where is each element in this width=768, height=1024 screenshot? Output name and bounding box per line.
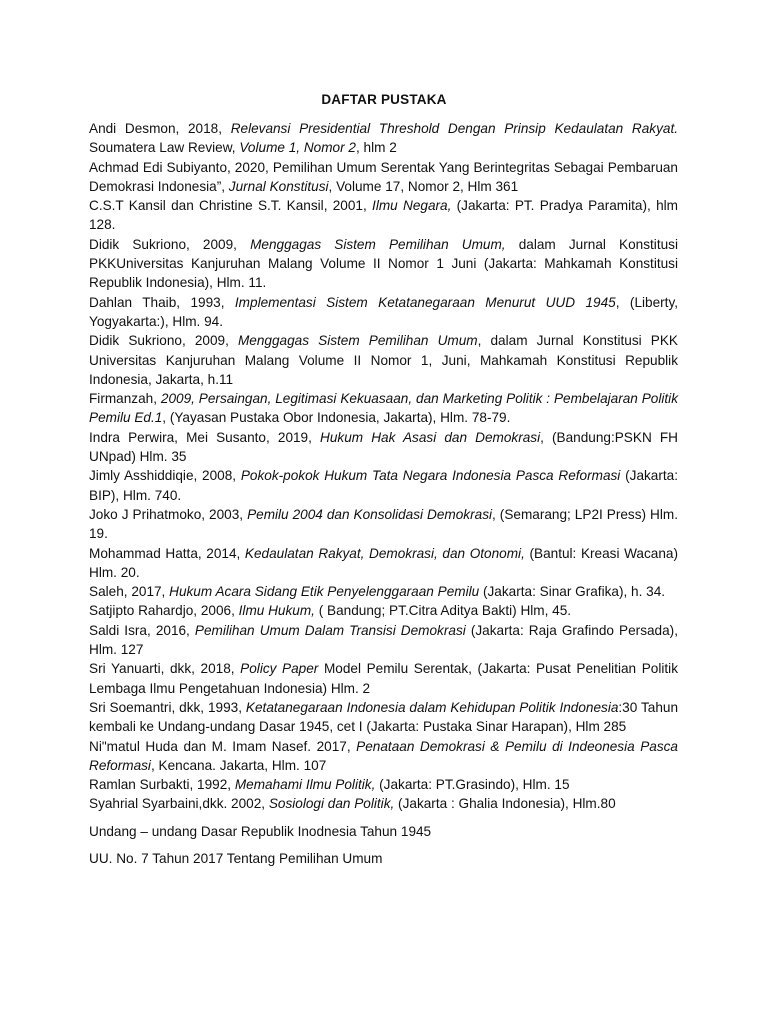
reference-text: Andi Desmon, 2018, <box>89 121 231 136</box>
reference-entry <box>89 544 678 583</box>
reference-entry <box>89 466 678 505</box>
reference-text: (Jakarta: Raja Grafindo Persada), Hlm. 127 <box>89 622 678 658</box>
reference-italic-title: Policy Paper <box>240 661 319 677</box>
reference-text: Joko J Prihatmoko, 2003, <box>89 506 248 522</box>
reference-italic-title: Penataan Demokrasi & Pemilu di Indeonesia Pasca Reformasi <box>89 738 678 773</box>
reference-italic-title: Hukum Hak Asasi dan Demokrasi <box>320 429 541 445</box>
reference-italic-title: Relevansi Presidential Threshold Dengan Prinsip Kedaulatan Rakyat. <box>230 121 679 136</box>
reference-text: , dalam Jurnal Konstitusi PKK Universitas Kanjuruhan Malang Volume II Nomor 1, Juni, Mahkamah Konstitusi Republik Indonesia, Jakarta, h.11 <box>89 333 678 387</box>
reference-text: Syahrial Syarbaini,dkk. 2002, <box>89 796 269 812</box>
reference-text: , Volume 17, Nomor 2, Hlm 361 <box>328 178 519 194</box>
reference-entry <box>89 698 678 737</box>
reference-entry <box>89 737 678 776</box>
reference-italic-title: Hukum Acara Sidang Etik Penyelenggaraan Pemilu <box>169 584 480 600</box>
reference-text: Saleh, 2017, <box>89 584 170 600</box>
reference-text: Sri Soemantri, dkk, 1993, <box>89 699 246 715</box>
reference-italic-title: Menggagas Sistem Pemilihan Umum <box>237 333 478 349</box>
reference-text: , (Liberty, Yogyakarta:), Hlm. 94. <box>89 294 679 329</box>
reference-text: , (Semarang; LP2I Press) Hlm. 19. <box>89 506 678 542</box>
reference-italic-title: Sosiologi dan Politik, <box>268 796 395 812</box>
reference-italic-title: Pemilu 2004 dan Konsolidasi Demokrasi <box>247 506 493 522</box>
reference-entry <box>89 505 678 544</box>
reference-entry <box>89 331 678 389</box>
reference-text: (Jakarta: PT. Pradya Paramita), hlm 128. <box>89 198 678 233</box>
reference-text: (Bantul: Kreasi Wacana) Hlm. 20. <box>89 545 678 580</box>
reference-italic-title: Kedaulatan Rakyat, Demokrasi, dan Otonomi, <box>244 545 525 561</box>
reference-text: Satjipto Rahardjo, 2006, <box>89 603 239 619</box>
reference-entry <box>89 621 678 660</box>
reference-text: dalam Jurnal Konstitusi PKKUniversitas Kanjuruhan Malang Volume II Nomor 1 Juni (Jakarta: Mahkamah Konstitusi Republik Indonesia), Hlm. 11. <box>89 236 678 291</box>
reference-text: , (Bandung:PSKN FH UNpad) Hlm. 35 <box>89 429 678 465</box>
reference-italic-title: Ilmu Negara, <box>372 198 452 214</box>
reference-entry <box>89 582 678 601</box>
reference-entry <box>89 158 678 197</box>
reference-italic-title: Ketatanegaraan Indonesia dalam Kehidupan Politik Indonesia <box>245 699 619 715</box>
reference-entry <box>89 601 678 620</box>
reference-text: Dahlan Thaib, 1993, <box>89 294 235 310</box>
reference-text: Ni"matul Huda dan M. Imam Nasef. 2017, <box>89 738 357 754</box>
reference-italic-title: Menggagas Sistem Pemilihan Umum, <box>250 236 506 252</box>
reference-text: , (Yayasan Pustaka Obor Indonesia, Jakarta), Hlm. 78-79. <box>162 410 511 426</box>
reference-italic-title: Implementasi Sistem Ketatanegaraan Menurut UUD 1945 <box>234 294 616 310</box>
reference-text: (Jakarta: PT.Grasindo), Hlm. 15 <box>375 777 570 793</box>
reference-entry <box>89 196 678 235</box>
reference-italic-title: Volume 1, Nomor 2 <box>239 140 356 156</box>
reference-text: Didik Sukriono, 2009, <box>89 333 238 349</box>
reference-text: (Jakarta: Sinar Grafika), h. 34. <box>479 584 666 600</box>
reference-entry <box>89 119 678 158</box>
reference-text: , hlm 2 <box>355 140 397 156</box>
reference-list <box>89 119 678 868</box>
reference-italic-title: Pemilihan Umum Dalam Transisi Demokrasi <box>194 622 466 638</box>
reference-text: Soumatera Law Review, <box>89 140 240 156</box>
law-reference: UU. No. 7 Tahun 2017 Tentang Pemilihan Umum <box>89 850 383 866</box>
reference-text: Model Pemilu Serentak, (Jakarta: Pusat Penelitian Politik Lembaga Ilmu Pengetahuan Indonesia) Hlm. 2 <box>89 661 678 696</box>
reference-entry <box>89 428 678 467</box>
reference-text: Saldi Isra, 2016, <box>89 622 195 638</box>
reference-italic-title: Memahami Ilmu Politik, <box>234 777 376 793</box>
reference-text: , Kencana. Jakarta, Hlm. 107 <box>150 757 327 773</box>
reference-italic-title: 2009, Persaingan, Legitimasi Kekuasaan, dan Marketing Politik : Pembelajaran Politik Pemilu Ed.1 <box>89 391 679 426</box>
reference-italic-title: Jurnal Konstitusi <box>228 178 329 194</box>
reference-text: Firmanzah, <box>89 391 161 407</box>
reference-text: ( Bandung; PT.Citra Aditya Bakti) Hlm, 45. <box>314 603 572 619</box>
law-reference: Undang – undang Dasar Republik Inodnesia Tahun 1945 <box>89 823 432 839</box>
reference-text: Achmad Edi Subiyanto, 2020, Pemilihan Umum Serentak Yang Berintegritas Sebagai Pembaruan Demokrasi Indonesia”, <box>89 159 678 194</box>
reference-italic-title: Pokok-pokok Hukum Tata Negara Indonesia Pasca Reformasi <box>240 468 621 484</box>
reference-entry <box>89 293 678 332</box>
reference-entry <box>89 235 678 293</box>
reference-entry <box>89 775 678 794</box>
reference-text: Ramlan Surbakti, 1992, <box>89 777 235 793</box>
reference-text: (Jakarta : Ghalia Indonesia), Hlm.80 <box>394 796 616 812</box>
reference-entry <box>89 794 678 813</box>
reference-italic-title: Ilmu Hukum, <box>238 603 315 619</box>
reference-text: (Jakarta: BIP), Hlm. 740. <box>89 468 678 503</box>
page-title: DAFTAR PUSTAKA <box>321 92 447 107</box>
reference-text: Didik Sukriono, 2009, <box>89 236 251 252</box>
reference-text: C.S.T Kansil dan Christine S.T. Kansil, 2001, <box>89 198 373 214</box>
reference-text: Sri Yanuarti, dkk, 2018, <box>89 661 241 677</box>
reference-text: Indra Perwira, Mei Susanto, 2019, <box>89 429 321 445</box>
reference-entry <box>89 659 678 698</box>
reference-entry <box>89 389 678 428</box>
reference-text: Mohammad Hatta, 2014, <box>89 545 245 561</box>
reference-text: :30 Tahun kembali ke Undang-undang Dasar 1945, cet I (Jakarta: Pustaka Sinar Harapan), Hlm 285 <box>89 699 678 735</box>
reference-text: Jimly Asshiddiqie, 2008, <box>89 468 241 484</box>
